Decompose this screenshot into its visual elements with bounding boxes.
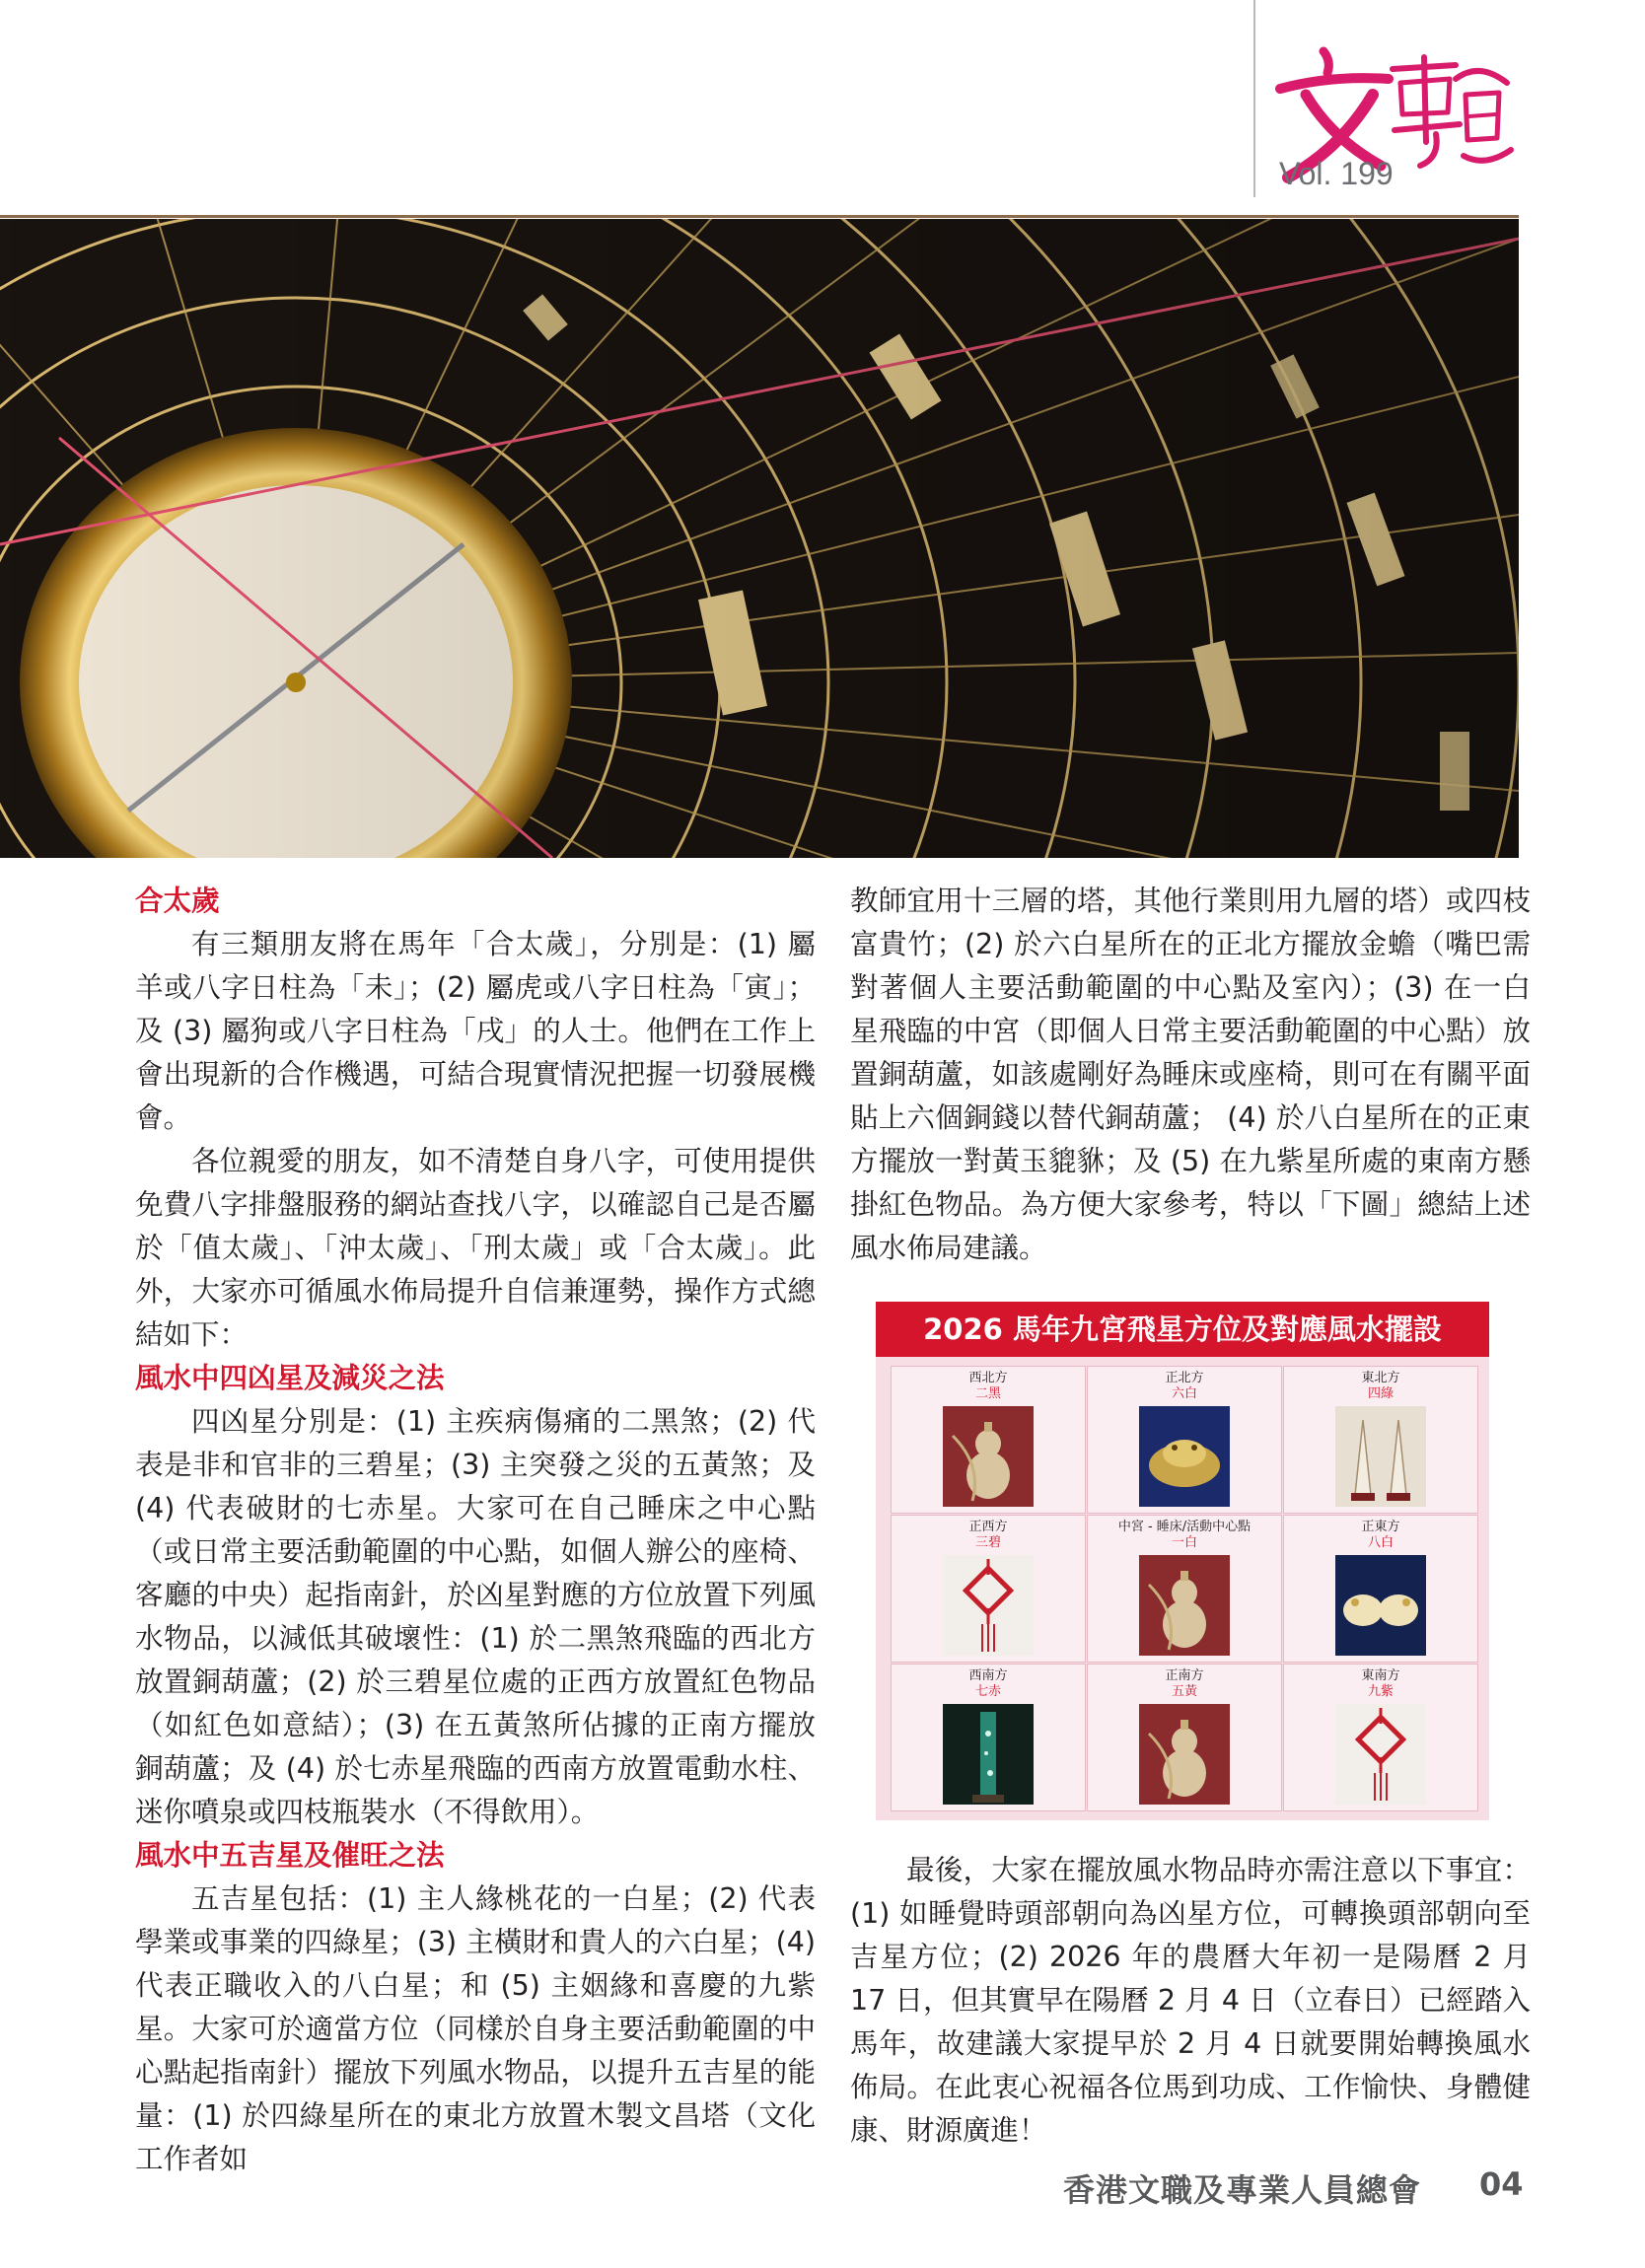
grid-cell — [1283, 1664, 1478, 1811]
cell-star: 四綠 — [1367, 1386, 1394, 1401]
red-knot-icon — [1335, 1704, 1426, 1805]
left-column — [135, 880, 816, 2181]
cell-direction: 西南方 — [968, 1668, 1008, 1683]
section-title-he-taisui: 合太歲 — [135, 885, 220, 917]
jade-pixiu-icon — [1335, 1555, 1426, 1656]
cell-direction: 中宮 - 睡床/活動中心點 — [1117, 1520, 1252, 1534]
grid-cell — [1087, 1366, 1282, 1514]
page-number: 04 — [1479, 2165, 1524, 2203]
cell-star: 七赤 — [974, 1684, 1001, 1699]
cell-star: 二黑 — [974, 1386, 1001, 1401]
cell-direction: 正南方 — [1165, 1668, 1204, 1683]
paragraph: 最後，大家在擺放風水物品時亦需注意以下事宜：(1) 如睡覺時頭部朝向為凶星方位，可轉換頭部朝向至吉星方位；(2) 2026 年的農曆大年初一是陽曆 2 月 17 日，但其實早在陽曆 2 月 4 日（立春日）已經踏入馬年，故建議大家提早於 2 月 4 日就要開始轉換風水佈局。在此衷心祝福各位馬到功成、工作愉快、身體健康、財源廣進！ — [850, 1854, 1531, 2147]
cell-star: 三碧 — [974, 1535, 1001, 1550]
paragraph: 四凶星分別是：(1) 主疾病傷痛的二黑煞；(2) 代表是非和官非的三碧星；(3) 主突發之災的五黃煞；及 (4) 代表破財的七赤星。大家可在自己睡床之中心點（或日常主要活動範圍的中心點，如個人辦公的座椅、客廳的中央）起指南針，於凶星對應的方位放置下列風水物品，以減低其破壞性：(1) 於二黑煞飛臨的西北方放置銅葫蘆；(2) 於三碧星位處的正西方放置紅色物品（如紅色如意結）；(3) 在五黃煞所佔據的正南方擺放銅葫蘆；及 (4) 於七赤星飛臨的西南方放置電動水柱、迷你噴泉或四枝瓶裝水（不得飲用）。 — [135, 1405, 816, 1828]
paragraph: 教師宜用十三層的塔，其他行業則用九層的塔）或四枝富貴竹；(2) 於六白星所在的正北方擺放金蟾（嘴巴需對著個人主要活動範圍的中心點及室內）；(3) 在一白星飛臨的中宮（即個人日常主要活動範圍的中心點）放置銅葫蘆，如該處剛好為睡床或座椅，則可在有關平面貼上六個銅錢以替代銅葫蘆； (4) 於八白星所在的正東方擺放一對黃玉貔貅；及 (5) 在九紫星所處的東南方懸掛紅色物品。為方便大家參考，特以「下圖」總結上述風水佈局建議。 — [850, 885, 1531, 1264]
paragraph: 有三類朋友將在馬年「合太歲」，分別是：(1) 屬羊或八字日柱為「未」；(2) 屬虎或八字日柱為「寅」；及 (3) 屬狗或八字日柱為「戌」的人士。他們在工作上會出現新的合作機遇，可結合現實情況把握一切發展機會。 — [135, 928, 816, 1134]
grid-cell — [1087, 1664, 1282, 1811]
section-title-five-good-stars: 風水中五吉星及催旺之法 — [135, 1839, 445, 1872]
header-divider — [1253, 0, 1255, 197]
header-rule — [0, 215, 1519, 218]
cell-direction: 東南方 — [1361, 1668, 1400, 1683]
grid-cell — [891, 1515, 1086, 1663]
cell-direction: 正北方 — [1165, 1371, 1204, 1385]
cell-direction: 東北方 — [1361, 1371, 1400, 1385]
cell-star: 五黃 — [1171, 1684, 1197, 1699]
grid-cell — [1283, 1515, 1478, 1663]
section-title-four-bad-stars: 風水中四凶星及減災之法 — [135, 1362, 445, 1394]
cell-star: 六白 — [1171, 1386, 1197, 1401]
nine-palace-grid — [891, 1366, 1476, 1809]
grid-cell — [891, 1366, 1086, 1514]
grid-cell — [891, 1664, 1086, 1811]
paragraph: 五吉星包括：(1) 主人緣桃花的一白星；(2) 代表學業或事業的四綠星；(3) 主橫財和貴人的六白星；(4) 代表正職收入的八白星；和 (5) 主姻緣和喜慶的九紫星。大家可於適當方位（同樣於自身主要活動範圍的中心點起指南針）擺放下列風水物品，以提升五吉星的能量：(1) 於四綠星所在的東北方放置木製文昌塔（文化工作者如 — [135, 1882, 816, 2175]
volume-number: Vol. 199 — [1279, 156, 1394, 191]
figure-title: 2026 馬年九宮飛星方位及對應風水擺設 — [876, 1302, 1489, 1357]
footer-organization: 香港文職及專業人員總會 — [1063, 2171, 1422, 2209]
water-column-icon — [943, 1704, 1034, 1805]
cell-direction: 正西方 — [968, 1520, 1008, 1534]
golden-toad-icon — [1139, 1406, 1230, 1507]
grid-cell — [1283, 1366, 1478, 1514]
cell-star: 九紫 — [1367, 1684, 1394, 1699]
copper-gourd-icon — [943, 1406, 1034, 1507]
copper-gourd-icon — [1139, 1555, 1230, 1656]
cell-direction: 正東方 — [1361, 1520, 1400, 1534]
cell-star: 一白 — [1171, 1535, 1197, 1550]
copper-gourd-icon — [1139, 1704, 1230, 1805]
right-column-closing — [850, 1849, 1531, 2153]
luopan-compass-image — [0, 219, 1519, 858]
paragraph: 各位親愛的朋友，如不清楚自身八字，可使用提供免費八字排盤服務的網站查找八字，以確認自己是否屬於「值太歲」、「沖太歲」、「刑太歲」或「合太歲」。此外，大家亦可循風水佈局提升自信兼運勢，操作方式總結如下： — [135, 1145, 816, 1351]
right-column — [850, 880, 1531, 1270]
red-knot-icon — [943, 1555, 1034, 1656]
cell-star: 八白 — [1367, 1535, 1394, 1550]
wenchang-tower-icon — [1335, 1406, 1426, 1507]
cell-direction: 西北方 — [968, 1371, 1008, 1385]
grid-cell — [1087, 1515, 1282, 1663]
